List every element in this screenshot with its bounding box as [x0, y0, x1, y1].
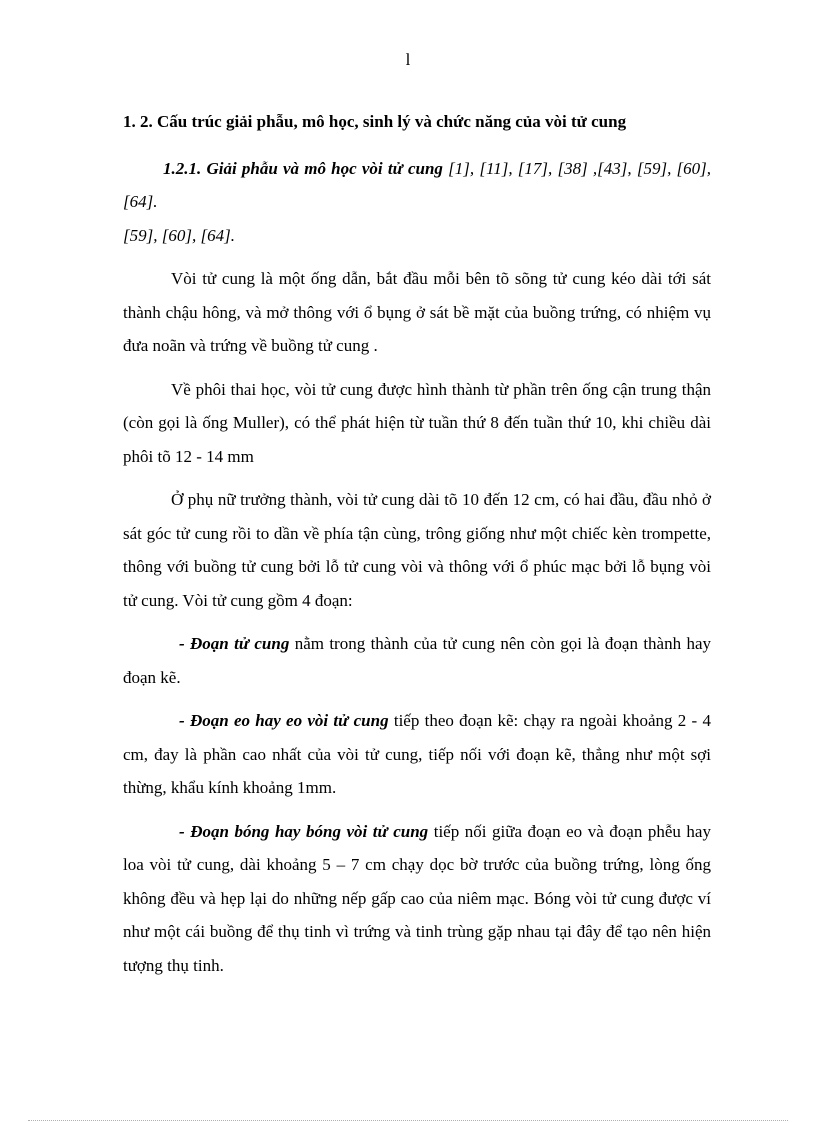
section-heading: 1. 2. Cấu trúc giải phẫu, mô học, sinh lý và chức năng của vòi tử cung [123, 112, 627, 131]
segment-ampulla [123, 815, 711, 983]
repeated-references: [59], [60], [64]. [123, 225, 235, 245]
segment-text: tiếp nối giữa đoạn eo và đoạn phễu hay loa vòi tử cung, dài khoảng 5 – 7 cm chạy dọc bờ trước của buồng trứng, lòng ống không đều và hẹp lại do những nếp gấp cao của niêm mạc. Bóng vòi tử cung được ví như một cái buồng để thụ tinh vì trứng và tinh trùng gặp nhau tại đây để tạo nên hiện tượng thụ tinh. [123, 821, 711, 975]
segment-text: nằm trong thành của tử cung nên còn gọi là đoạn thành hay đoạn kẽ. [123, 634, 711, 687]
subsection-references: [1], [11], [17], [38] ,[43], [59], [60], [64]. [123, 158, 712, 211]
paragraph-definition: Vòi tử cung là một ống dẫn, bắt đầu mỗi bên tõ sõng tử cung kéo dài tới sát thành chậu hông, và mở thông với ổ bụng ở sát bề mặt của buồng trứng, có nhiệm vụ đưa noãn và trứng về buồng tử cung . [123, 269, 711, 355]
subsection-heading [123, 152, 711, 219]
paragraph-adult-anatomy: Ở phụ nữ trưởng thành, vòi tử cung dài tõ 10 đến 12 cm, có hai đầu, đầu nhỏ ở sát góc tử cung rồi to dần về phía tận cùng, trông giống như một chiếc kèn trompette, thông với buồng tử cung bởi lỗ tử cung vòi và thông với ổ phúc mạc bởi lỗ bụng vòi tử cung. Vòi tử cung gồm 4 đoạn: [123, 490, 711, 610]
segment-term: - Đoạn tử cung [179, 634, 290, 653]
page-number: l [405, 50, 411, 69]
subsection-title: 1.2.1. Giải phẫu và mô học vòi tử cung [163, 158, 443, 178]
segment-uterine [123, 627, 711, 694]
paragraph-embryology: Về phôi thai học, vòi tử cung được hình thành từ phần trên ống cận trung thận (còn gọi là ống Muller), có thể phát hiện từ tuần thứ 8 đến tuần thứ 10, khi chiều dài phôi tõ 12 - 14 mm [123, 379, 711, 466]
page-bottom-divider [28, 1120, 788, 1121]
segment-text: tiếp theo đoạn kẽ: chạy ra ngoài khoảng 2 - 4 cm, đay là phần cao nhất của vòi tử cung, tiếp nối với đoạn kẽ, thẳng như một sợi thừng, khẩu kính khoảng 1mm. [123, 711, 711, 797]
document-body [123, 105, 711, 982]
segment-isthmus [123, 704, 711, 805]
segment-term: - Đoạn eo hay eo vòi tử cung [179, 711, 389, 730]
segment-term: - Đoạn bóng hay bóng vòi tử cung [179, 821, 429, 841]
